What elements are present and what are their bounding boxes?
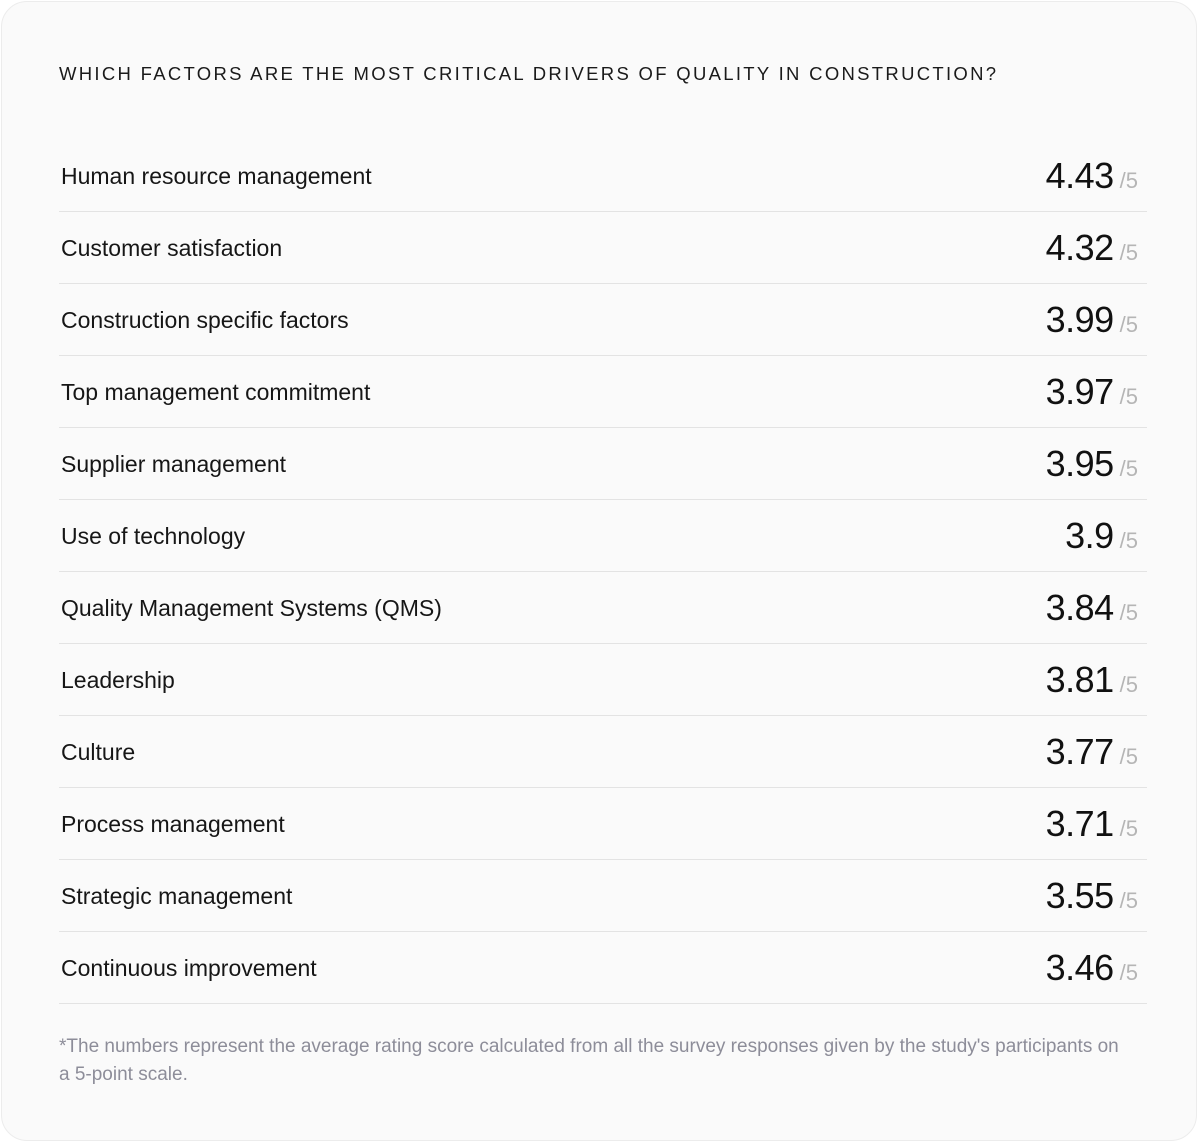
factor-row <box>59 140 1147 212</box>
factor-row <box>59 356 1147 428</box>
score-scale: /5 <box>1119 167 1138 193</box>
score-scale: /5 <box>1119 671 1138 697</box>
factor-row <box>59 500 1147 572</box>
factor-row <box>59 284 1147 356</box>
factor-label: Supplier management <box>61 451 287 477</box>
footnote: *The numbers represent the average rating score calculated from all the survey responses given by the study's participants on a 5-point scale. <box>59 1036 1119 1085</box>
score-value: 4.43 <box>1045 154 1114 196</box>
factor-label: Customer satisfaction <box>61 235 283 261</box>
factor-label: Continuous improvement <box>61 955 317 981</box>
factor-label: Top management commitment <box>61 379 371 405</box>
score-value: 3.71 <box>1045 802 1114 844</box>
factor-row <box>59 428 1147 500</box>
score-scale: /5 <box>1119 239 1138 265</box>
factor-score <box>1046 803 1147 845</box>
factor-score <box>1046 731 1147 773</box>
factor-score <box>1046 227 1147 269</box>
score-value: 4.32 <box>1045 226 1114 268</box>
score-value: 3.77 <box>1045 730 1114 772</box>
score-scale: /5 <box>1119 599 1138 625</box>
score-scale: /5 <box>1119 815 1138 841</box>
score-scale: /5 <box>1119 527 1138 553</box>
factor-score <box>1046 875 1147 917</box>
factor-row <box>59 716 1147 788</box>
factor-row <box>59 932 1147 1004</box>
factor-label: Strategic management <box>61 883 293 909</box>
factor-label: Use of technology <box>61 523 246 549</box>
factor-score <box>1046 947 1147 989</box>
score-value: 3.9 <box>1065 514 1114 556</box>
score-value: 3.99 <box>1045 298 1114 340</box>
factor-score <box>1046 587 1147 629</box>
score-scale: /5 <box>1119 959 1138 985</box>
factor-row <box>59 644 1147 716</box>
score-scale: /5 <box>1119 455 1138 481</box>
factor-score <box>1046 371 1147 413</box>
factor-label: Culture <box>61 739 136 765</box>
factor-score <box>1046 659 1147 701</box>
survey-card <box>1 1 1197 1141</box>
factor-row <box>59 572 1147 644</box>
factor-label: Quality Management Systems (QMS) <box>61 595 442 621</box>
factor-score <box>1065 515 1147 557</box>
score-value: 3.95 <box>1045 442 1114 484</box>
factor-list <box>59 140 1147 1004</box>
score-value: 3.84 <box>1045 586 1114 628</box>
factor-row <box>59 788 1147 860</box>
score-value: 3.97 <box>1045 370 1114 412</box>
factor-score <box>1046 155 1147 197</box>
factor-label: Human resource management <box>61 163 372 189</box>
factor-score <box>1046 443 1147 485</box>
score-scale: /5 <box>1119 887 1138 913</box>
score-value: 3.55 <box>1045 874 1114 916</box>
score-value: 3.46 <box>1045 946 1114 988</box>
factor-label: Process management <box>61 811 285 837</box>
factor-score <box>1046 299 1147 341</box>
score-scale: /5 <box>1119 311 1138 337</box>
factor-label: Leadership <box>61 667 175 693</box>
score-value: 3.81 <box>1045 658 1114 700</box>
factor-row <box>59 212 1147 284</box>
chart-title: WHICH FACTORS ARE THE MOST CRITICAL DRIVERS OF QUALITY IN CONSTRUCTION? <box>59 63 999 84</box>
factor-label: Construction specific factors <box>61 307 349 333</box>
score-scale: /5 <box>1119 743 1138 769</box>
score-scale: /5 <box>1119 383 1138 409</box>
factor-row <box>59 860 1147 932</box>
